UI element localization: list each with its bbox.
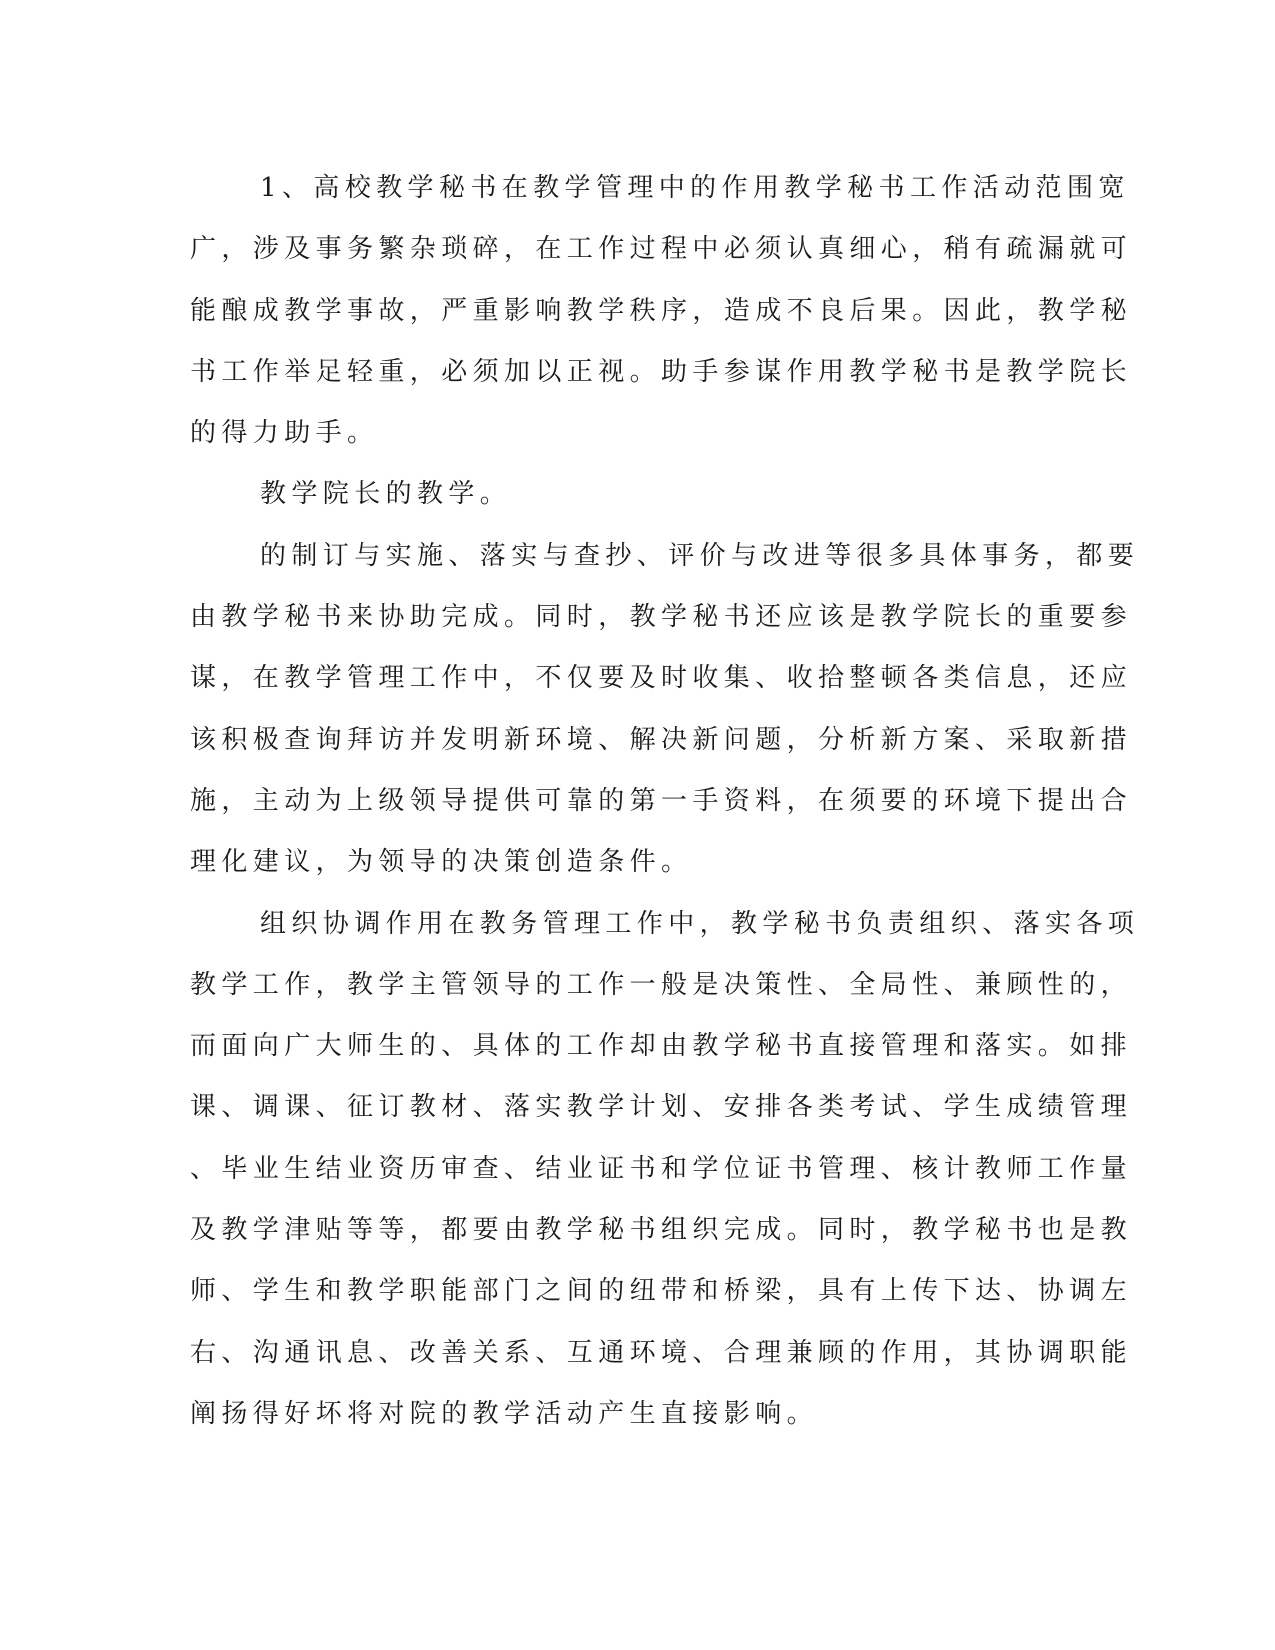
text-line: 施，主动为上级领导提供可靠的第一手资料，在须要的环境下提出合 bbox=[190, 785, 1133, 816]
text-line: 1、高校教学秘书在教学管理中的作用教学秘书工作活动范围宽 bbox=[260, 173, 1130, 203]
text-line: 组织协调作用在教务管理工作中，教学秘书负责组织、落实各项 bbox=[260, 908, 1140, 939]
text-line: 右、沟通讯息、改善关系、互通环境、合理兼顾的作用，其协调职能 bbox=[190, 1337, 1133, 1368]
text-line: 该积极查询拜访并发明新环境、解决新问题，分析新方案、采取新措 bbox=[190, 724, 1133, 755]
text-line: 教学工作，教学主管领导的工作一般是决策性、全局性、兼顾性的， bbox=[190, 969, 1133, 1000]
text-line: 书工作举足轻重，必须加以正视。助手参谋作用教学秘书是教学院长 bbox=[190, 356, 1133, 387]
paragraph-1 bbox=[190, 158, 1133, 464]
text-line: 教学院长的教学。 bbox=[260, 479, 512, 510]
paragraph-4 bbox=[190, 894, 1140, 1446]
text-line: 的得力助手。 bbox=[190, 418, 379, 449]
paragraph-2 bbox=[190, 464, 1090, 525]
text-line: 的制订与实施、落实与查抄、评价与改进等很多具体事务，都要 bbox=[260, 540, 1140, 571]
text-line: 而面向广大师生的、具体的工作却由教学秘书直接管理和落实。如排 bbox=[190, 1031, 1133, 1062]
paragraph-3 bbox=[190, 526, 1140, 894]
text-line: 及教学津贴等等，都要由教学秘书组织完成。同时，教学秘书也是教 bbox=[190, 1215, 1133, 1246]
text-line: 师、学生和教学职能部门之间的纽带和桥梁，具有上传下达、协调左 bbox=[190, 1276, 1133, 1307]
text-line: 由教学秘书来协助完成。同时，教学秘书还应该是教学院长的重要参 bbox=[190, 602, 1133, 633]
text-line: 阐扬得好坏将对院的教学活动产生直接影响。 bbox=[190, 1398, 819, 1429]
text-line: 能酿成教学事故，严重影响教学秩序，造成不良后果。因此，教学秘 bbox=[190, 295, 1133, 326]
text-line: 理化建议，为领导的决策创造条件。 bbox=[190, 847, 693, 878]
text-line: 广，涉及事务繁杂琐碎，在工作过程中必须认真细心，稍有疏漏就可 bbox=[190, 234, 1133, 265]
text-line: 谋，在教学管理工作中，不仅要及时收集、收拾整顿各类信息，还应 bbox=[190, 663, 1133, 694]
document-body bbox=[190, 158, 1140, 1445]
text-line: 、毕业生结业资历审查、结业证书和学位证书管理、核计教师工作量 bbox=[190, 1153, 1133, 1184]
text-line: 课、调课、征订教材、落实教学计划、安排各类考试、学生成绩管理 bbox=[190, 1092, 1133, 1123]
